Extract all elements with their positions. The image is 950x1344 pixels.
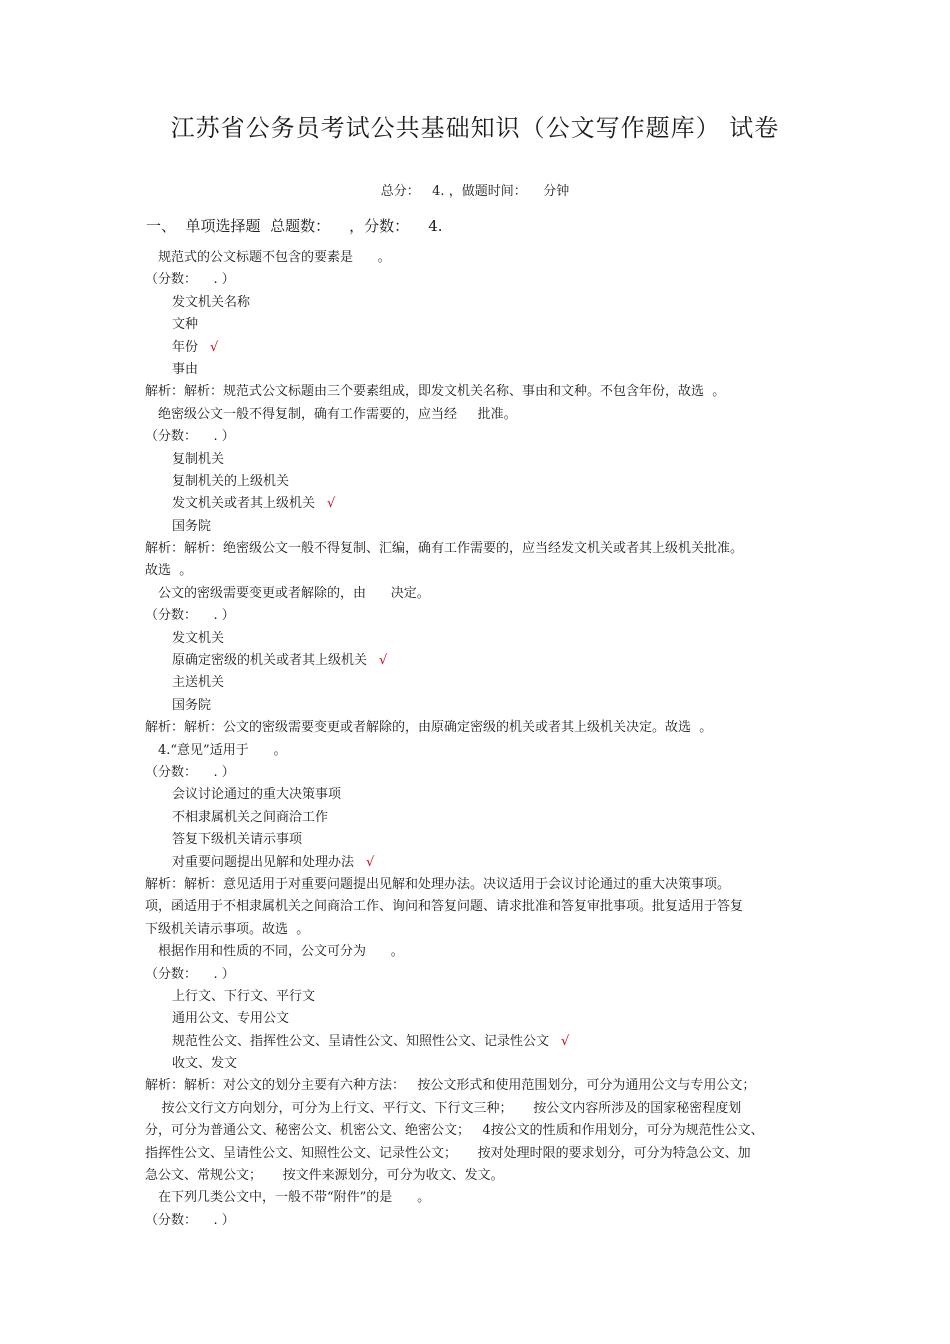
answer-analysis: 解析：解析：规范式公文标题由三个要素组成，即发文机关名称、事由和文种。不包含年份，故选 。: [145, 384, 726, 400]
answer-option[interactable]: [145, 852, 815, 874]
answer-analysis: 急公文、常规公文； 按文件来源划分，可分为收文、发文。: [145, 1168, 504, 1184]
answer-option[interactable]: [145, 516, 815, 538]
question-stem: 绝密级公文一般不得复制，确有工作需要的，应当经 批准。: [158, 406, 517, 422]
option-text: 国务院: [172, 697, 212, 713]
answer-option[interactable]: [145, 292, 815, 314]
option-text: 收文、发文: [172, 1056, 238, 1072]
option-text: 上行文、下行文、平行文: [172, 988, 316, 1004]
answer-option[interactable]: [145, 449, 815, 471]
option-text: 发文机关: [172, 630, 225, 646]
question-block: [145, 404, 815, 583]
option-text: 对重要问题提出见解和处理办法: [172, 854, 355, 870]
answer-option[interactable]: [145, 337, 815, 359]
correct-check-icon: √: [327, 496, 336, 512]
question-block: [145, 740, 815, 942]
option-text: 事由: [172, 361, 199, 377]
question-block: [145, 1187, 815, 1232]
exam-meta-line: 总分： 4. ，做题时间： 分钟: [380, 184, 570, 199]
answer-option[interactable]: [145, 784, 815, 806]
question-block: [145, 941, 815, 1187]
answer-option[interactable]: [145, 493, 815, 515]
answer-option[interactable]: [145, 695, 815, 717]
option-text: 通用公文、专用公文: [172, 1011, 290, 1027]
option-text: 主送机关: [172, 675, 225, 691]
section-header: 一、 单项选择题 总题数： ，分数： 4.: [146, 217, 443, 235]
answer-analysis: 解析：解析：对公文的划分主要有六种方法： 按公文形式和使用范围划分，可分为通用公文与专用公文；: [145, 1078, 756, 1094]
option-text: 不相隶属机关之间商洽工作: [172, 809, 329, 825]
question-score: （分数： . ）: [145, 429, 235, 445]
answer-analysis: 解析：解析：绝密级公文一般不得复制、汇编，确有工作需要的，应当经发文机关或者其上级机关批准。: [145, 541, 744, 557]
answer-analysis: 解析：解析：意见适用于对重要问题提出见解和处理办法。决议适用于会议讨论通过的重大决策事项。: [145, 876, 731, 892]
answer-analysis: 指挥性公文、呈请性公文、知照性公文、记录性公文； 按对处理时限的要求划分，可分为特急公文、加: [145, 1145, 751, 1161]
answer-option[interactable]: [145, 314, 815, 336]
answer-option[interactable]: [145, 986, 815, 1008]
question-stem: 在下列几类公文中，一般不带“附件”的是 。: [158, 1190, 431, 1206]
answer-analysis: 分，可分为普通公文、秘密公文、机密公文、绝密公文； 4按公文的性质和作用划分，可分为规范性公文、: [145, 1123, 764, 1139]
answer-option[interactable]: [145, 1008, 815, 1030]
option-text: 答复下级机关请示事项: [172, 832, 303, 848]
question-score: （分数： . ）: [145, 764, 235, 780]
option-text: 会议讨论通过的重大决策事项: [172, 787, 342, 803]
correct-check-icon: √: [366, 854, 375, 870]
question-score: （分数： . ）: [145, 608, 235, 624]
answer-analysis: 解析：解析：公文的密级需要变更或者解除的，由原确定密级的机关或者其上级机关决定。故选 。: [145, 720, 713, 736]
question-stem: 根据作用和性质的不同，公文可分为 。: [158, 944, 404, 960]
answer-option[interactable]: [145, 471, 815, 493]
option-text: 原确定密级的机关或者其上级机关: [172, 653, 368, 669]
page-title: 江苏省公务员考试公共基础知识（公文写作题库） 试卷: [170, 114, 780, 142]
question-score: （分数： . ）: [145, 966, 235, 982]
correct-check-icon: √: [210, 339, 219, 355]
question-stem: 公文的密级需要变更或者解除的，由 决定。: [158, 585, 430, 601]
option-text: 发文机关名称: [172, 294, 251, 310]
question-score: （分数： . ）: [145, 272, 235, 288]
option-text: 复制机关的上级机关: [172, 473, 290, 489]
option-text: 规范性公文、指挥性公文、呈请性公文、知照性公文、记录性公文: [172, 1033, 550, 1049]
answer-analysis: 项，函适用于不相隶属机关之间商洽工作、询问和答复问题、请求批准和答复审批事项。批复适用于答复: [145, 899, 744, 915]
question-stem: 4.“意见”适用于 。: [158, 742, 287, 758]
question-list: [145, 247, 815, 1232]
answer-option[interactable]: [145, 1031, 815, 1053]
answer-option[interactable]: [145, 359, 815, 381]
option-text: 年份: [172, 339, 199, 355]
question-score: （分数： . ）: [145, 1212, 235, 1228]
question-block: [145, 247, 815, 404]
answer-analysis: 下级机关请示事项。故选 。: [145, 921, 310, 937]
option-text: 文种: [172, 317, 199, 333]
question-stem: 规范式的公文标题不包含的要素是 。: [158, 250, 391, 265]
option-text: 复制机关: [172, 451, 225, 467]
option-text: 发文机关或者其上级机关: [172, 496, 316, 512]
answer-option[interactable]: [145, 628, 815, 650]
option-text: 国务院: [172, 518, 212, 534]
answer-analysis: 按公文行文方向划分，可分为上行文、平行文、下行文三种； 按公文内容所涉及的国家秘密程度划: [145, 1100, 742, 1116]
answer-option[interactable]: [145, 672, 815, 694]
answer-option[interactable]: [145, 829, 815, 851]
question-block: [145, 583, 815, 740]
answer-analysis: 故选 。: [145, 563, 193, 579]
answer-option[interactable]: [145, 650, 815, 672]
correct-check-icon: √: [561, 1033, 570, 1049]
correct-check-icon: √: [379, 653, 388, 669]
answer-option[interactable]: [145, 1053, 815, 1075]
answer-option[interactable]: [145, 807, 815, 829]
